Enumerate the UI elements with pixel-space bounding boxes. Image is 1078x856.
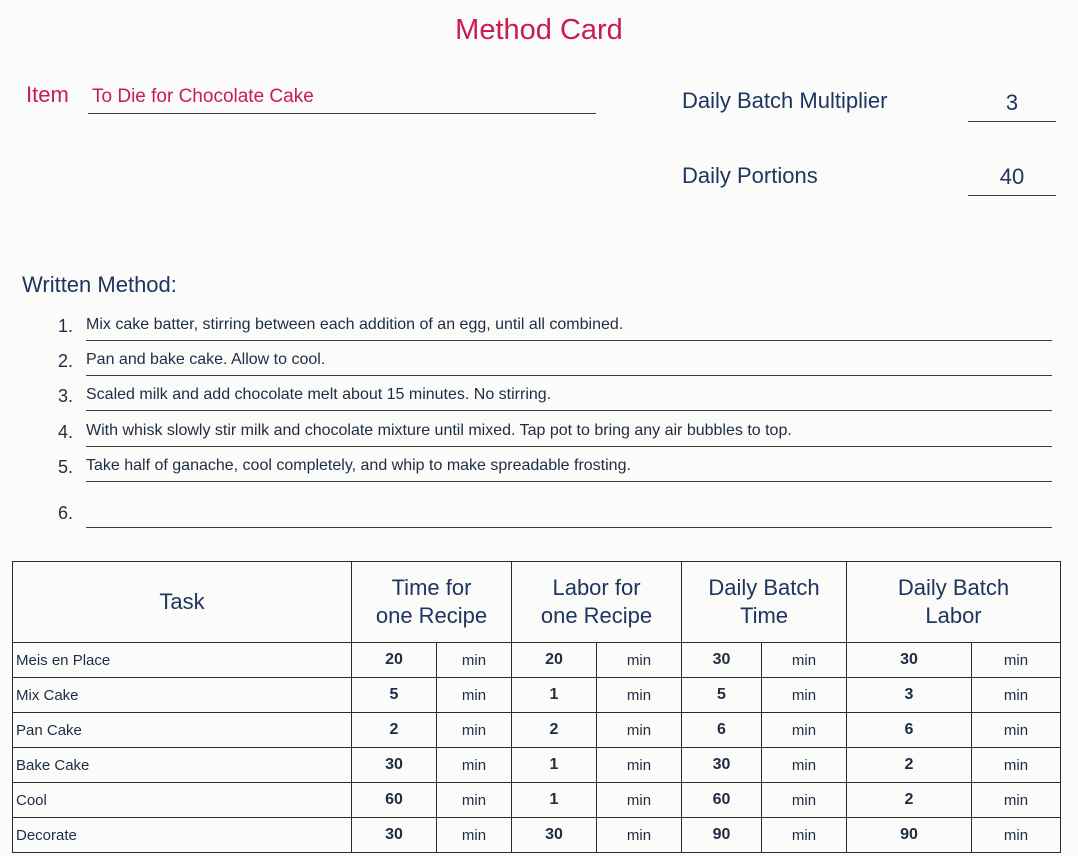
time-cell[interactable]: 5 bbox=[352, 678, 437, 713]
step-number: 2. bbox=[58, 351, 74, 371]
labor-cell[interactable]: 2 bbox=[512, 713, 597, 748]
batch-time-cell[interactable]: 60 bbox=[682, 783, 762, 818]
daily-portions-label: Daily Portions bbox=[682, 163, 818, 188]
table-row bbox=[13, 818, 1061, 853]
batch-time-cell[interactable]: 30 bbox=[682, 748, 762, 783]
step-text-field[interactable]: Pan and bake cake. Allow to cool. bbox=[86, 351, 1052, 376]
unit-cell: min bbox=[597, 783, 682, 818]
item-label: Item bbox=[26, 82, 69, 107]
daily-batch-time-header: Daily Batch Time bbox=[682, 562, 847, 643]
unit-cell: min bbox=[762, 678, 847, 713]
method-step bbox=[58, 351, 1052, 379]
task-cell[interactable]: Mix Cake bbox=[13, 678, 352, 713]
step-number: 3. bbox=[58, 386, 74, 406]
unit-cell: min bbox=[972, 713, 1061, 748]
table-row bbox=[13, 748, 1061, 783]
batch-labor-cell[interactable]: 2 bbox=[847, 748, 972, 783]
labor-cell[interactable]: 1 bbox=[512, 748, 597, 783]
step-number: 4. bbox=[58, 422, 74, 442]
labor-cell[interactable]: 1 bbox=[512, 783, 597, 818]
batch-labor-cell[interactable]: 6 bbox=[847, 713, 972, 748]
daily-batch-labor-header: Daily Batch Labor bbox=[847, 562, 1061, 643]
batch-labor-cell[interactable]: 30 bbox=[847, 643, 972, 678]
table-row bbox=[13, 643, 1061, 678]
method-step bbox=[58, 457, 1052, 485]
unit-cell: min bbox=[762, 748, 847, 783]
step-text-field[interactable] bbox=[86, 503, 1052, 528]
method-step bbox=[58, 316, 1052, 344]
table-row bbox=[13, 678, 1061, 713]
unit-cell: min bbox=[597, 748, 682, 783]
time-cell[interactable]: 30 bbox=[352, 748, 437, 783]
step-number: 6. bbox=[58, 503, 74, 523]
batch-multiplier-label: Daily Batch Multiplier bbox=[682, 88, 888, 113]
task-cell[interactable]: Pan Cake bbox=[13, 713, 352, 748]
labor-cell[interactable]: 20 bbox=[512, 643, 597, 678]
unit-cell: min bbox=[597, 818, 682, 853]
unit-cell: min bbox=[972, 818, 1061, 853]
batch-time-cell[interactable]: 5 bbox=[682, 678, 762, 713]
unit-cell: min bbox=[972, 678, 1061, 713]
step-text-field[interactable]: With whisk slowly stir milk and chocolate mixture until mixed. Tap pot to bring any air bubbles to top. bbox=[86, 422, 1052, 447]
method-step bbox=[58, 386, 1052, 414]
daily-portions-field[interactable]: 40 bbox=[968, 164, 1056, 196]
batch-time-cell[interactable]: 6 bbox=[682, 713, 762, 748]
batch-labor-cell[interactable]: 90 bbox=[847, 818, 972, 853]
batch-labor-cell[interactable]: 2 bbox=[847, 783, 972, 818]
labor-cell[interactable]: 1 bbox=[512, 678, 597, 713]
labor-cell[interactable]: 30 bbox=[512, 818, 597, 853]
step-text-field[interactable]: Scaled milk and add chocolate melt about 15 minutes. No stirring. bbox=[86, 386, 1052, 411]
labor-one-recipe-header: Labor for one Recipe bbox=[512, 562, 682, 643]
step-number: 5. bbox=[58, 457, 74, 477]
unit-cell: min bbox=[437, 643, 512, 678]
unit-cell: min bbox=[437, 678, 512, 713]
unit-cell: min bbox=[437, 713, 512, 748]
page-title: Method Card bbox=[455, 14, 623, 46]
unit-cell: min bbox=[762, 643, 847, 678]
task-cell[interactable]: Meis en Place bbox=[13, 643, 352, 678]
time-cell[interactable]: 20 bbox=[352, 643, 437, 678]
time-cell[interactable]: 60 bbox=[352, 783, 437, 818]
unit-cell: min bbox=[437, 748, 512, 783]
task-cell[interactable]: Cool bbox=[13, 783, 352, 818]
unit-cell: min bbox=[597, 678, 682, 713]
batch-multiplier-field[interactable]: 3 bbox=[968, 90, 1056, 122]
unit-cell: min bbox=[437, 818, 512, 853]
unit-cell: min bbox=[597, 713, 682, 748]
table-row bbox=[13, 713, 1061, 748]
table-row bbox=[13, 783, 1061, 818]
unit-cell: min bbox=[437, 783, 512, 818]
unit-cell: min bbox=[762, 783, 847, 818]
time-cell[interactable]: 2 bbox=[352, 713, 437, 748]
unit-cell: min bbox=[972, 748, 1061, 783]
unit-cell: min bbox=[762, 818, 847, 853]
time-one-recipe-header: Time for one Recipe bbox=[352, 562, 512, 643]
task-labor-table bbox=[12, 561, 1061, 853]
batch-labor-cell[interactable]: 3 bbox=[847, 678, 972, 713]
step-text-field[interactable]: Mix cake batter, stirring between each addition of an egg, until all combined. bbox=[86, 316, 1052, 341]
unit-cell: min bbox=[762, 713, 847, 748]
written-method-heading: Written Method: bbox=[22, 272, 177, 297]
batch-time-cell[interactable]: 90 bbox=[682, 818, 762, 853]
unit-cell: min bbox=[597, 643, 682, 678]
method-step bbox=[58, 503, 1052, 531]
task-column-header: Task bbox=[13, 562, 352, 643]
unit-cell: min bbox=[972, 783, 1061, 818]
item-name-field[interactable]: To Die for Chocolate Cake bbox=[88, 86, 596, 114]
batch-time-cell[interactable]: 30 bbox=[682, 643, 762, 678]
time-cell[interactable]: 30 bbox=[352, 818, 437, 853]
step-text-field[interactable]: Take half of ganache, cool completely, and whip to make spreadable frosting. bbox=[86, 457, 1052, 482]
unit-cell: min bbox=[972, 643, 1061, 678]
method-step bbox=[58, 422, 1052, 450]
step-number: 1. bbox=[58, 316, 74, 336]
task-cell[interactable]: Decorate bbox=[13, 818, 352, 853]
task-cell[interactable]: Bake Cake bbox=[13, 748, 352, 783]
